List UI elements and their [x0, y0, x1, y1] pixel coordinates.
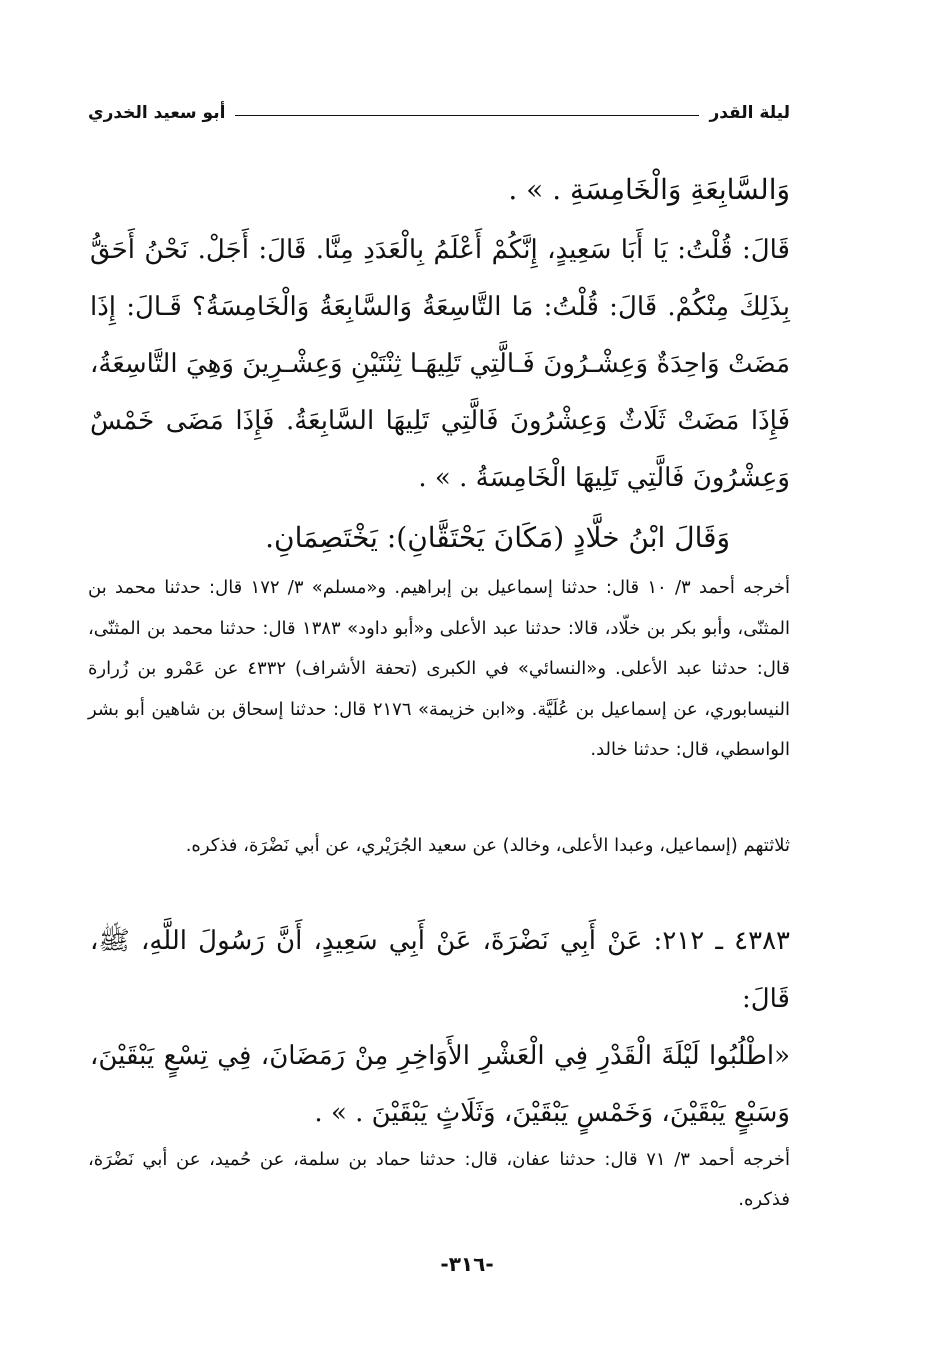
header-chapter-title: ليلة القدر	[709, 103, 790, 123]
ibn-khallad-note: وَقَالَ ابْنُ خلَّادٍ (مَكَانَ يَحْتَقَّانِ): يَخْتَصِمَانِ.	[265, 521, 730, 554]
running-header	[88, 100, 790, 126]
header-narrator-title: أبو سعيد الخدري	[88, 103, 226, 123]
takhrij-paragraph-2: ثلاثتهم (إسماعيل، وعبدا الأعلى، وخالد) عن سعيد الجُرَيْري، عن أبي نَضْرَة، فذكره.	[185, 835, 790, 856]
takhrij-paragraph-1: أخرجه أحمد ٣/ ١٠ قال: حدثنا إسماعيل بن إبراهيم. و«مسلم» ٣/ ١٧٢ قال: حدثنا محمد بن المثنّى، وأبو بكر بن خلّاد، قالا: حدثنا عبد الأعلى و«أبو داود» ١٣٨٣ قال: حدثنا محمد بن المثنّى، قال: حدثنا عبد الأعلى. و«النسائي» في الكبرى (تحفة الأشراف) ٤٣٣٢ عن عَمْرو بن زُرارة النيسابوري، عن إسماعيل بن عُلَيَّة. و«ابن خزيمة» ٢١٧٦ قال: حدثنا إسحاق بن شاهين أبو بشر الواسطي، قال: حدثنا خالد.	[88, 577, 791, 760]
hadith-continuation: وَالسَّابِعَةِ وَالْخَامِسَةِ . » .	[508, 173, 790, 206]
hadith-dialogue: قَالَ: قُلْتُ: يَا أَبَا سَعِيدٍ، إِنَّكُمْ أَعْلَمُ بِالْعَدَدِ مِنَّا. قَالَ: أَجَلْ. نَحْنُ أَحَقُّ بِذَلِكَ مِنْكُمْ. قَالَ: قُلْتُ: مَا التَّاسِعَةُ وَالسَّابِعَةُ وَالْخَامِسَةُ؟ قَـالَ: إِذَا مَضَتْ وَاحِدَةٌ وَعِشْـرُونَ فَـالَّتِي تَلِيهَـا ثِنْتَيْنِ وَعِشْـرِينَ وَهِيَ التَّاسِعَةُ، فَإِذَا مَضَتْ ثَلَاثٌ وَعِشْرُونَ فَالَّتِي تَلِيهَا السَّابِعَةُ. فَإِذَا مَضَى خَمْسٌ وَعِشْرُونَ فَالَّتِي تَلِيهَا الْخَامِسَةُ . » .	[90, 235, 790, 493]
takhrij-paragraph-3: أخرجه أحمد ٣/ ٧١ قال: حدثنا عفان، قال: حدثنا حماد بن سلمة، عن حُميد، عن أبي نَضْرَة، فذكره.	[88, 1149, 790, 1210]
page-number: -٣١٦-	[440, 1252, 494, 1276]
hadith-212-intro: ٤٣٨٣ ـ ٢١٢: عَنْ أَبِي نَضْرَةَ، عَنْ أَبِي سَعِيدٍ، أَنَّ رَسُولَ اللَّهِ، ﷺ، قَالَ:	[90, 926, 791, 1014]
hadith-212-text: «اطْلُبُوا لَيْلَةَ الْقَدْرِ فِي الْعَشْرِ الأَوَاخِرِ مِنْ رَمَضَانَ، فِي تِسْعٍ يَبْقَيْنَ، وَسَبْعٍ يَبْقَيْنَ، وَخَمْسٍ يَبْقَيْنَ، وَثَلَاثٍ يَبْقَيْنَ . » .	[90, 1041, 790, 1128]
header-rule	[235, 115, 699, 116]
